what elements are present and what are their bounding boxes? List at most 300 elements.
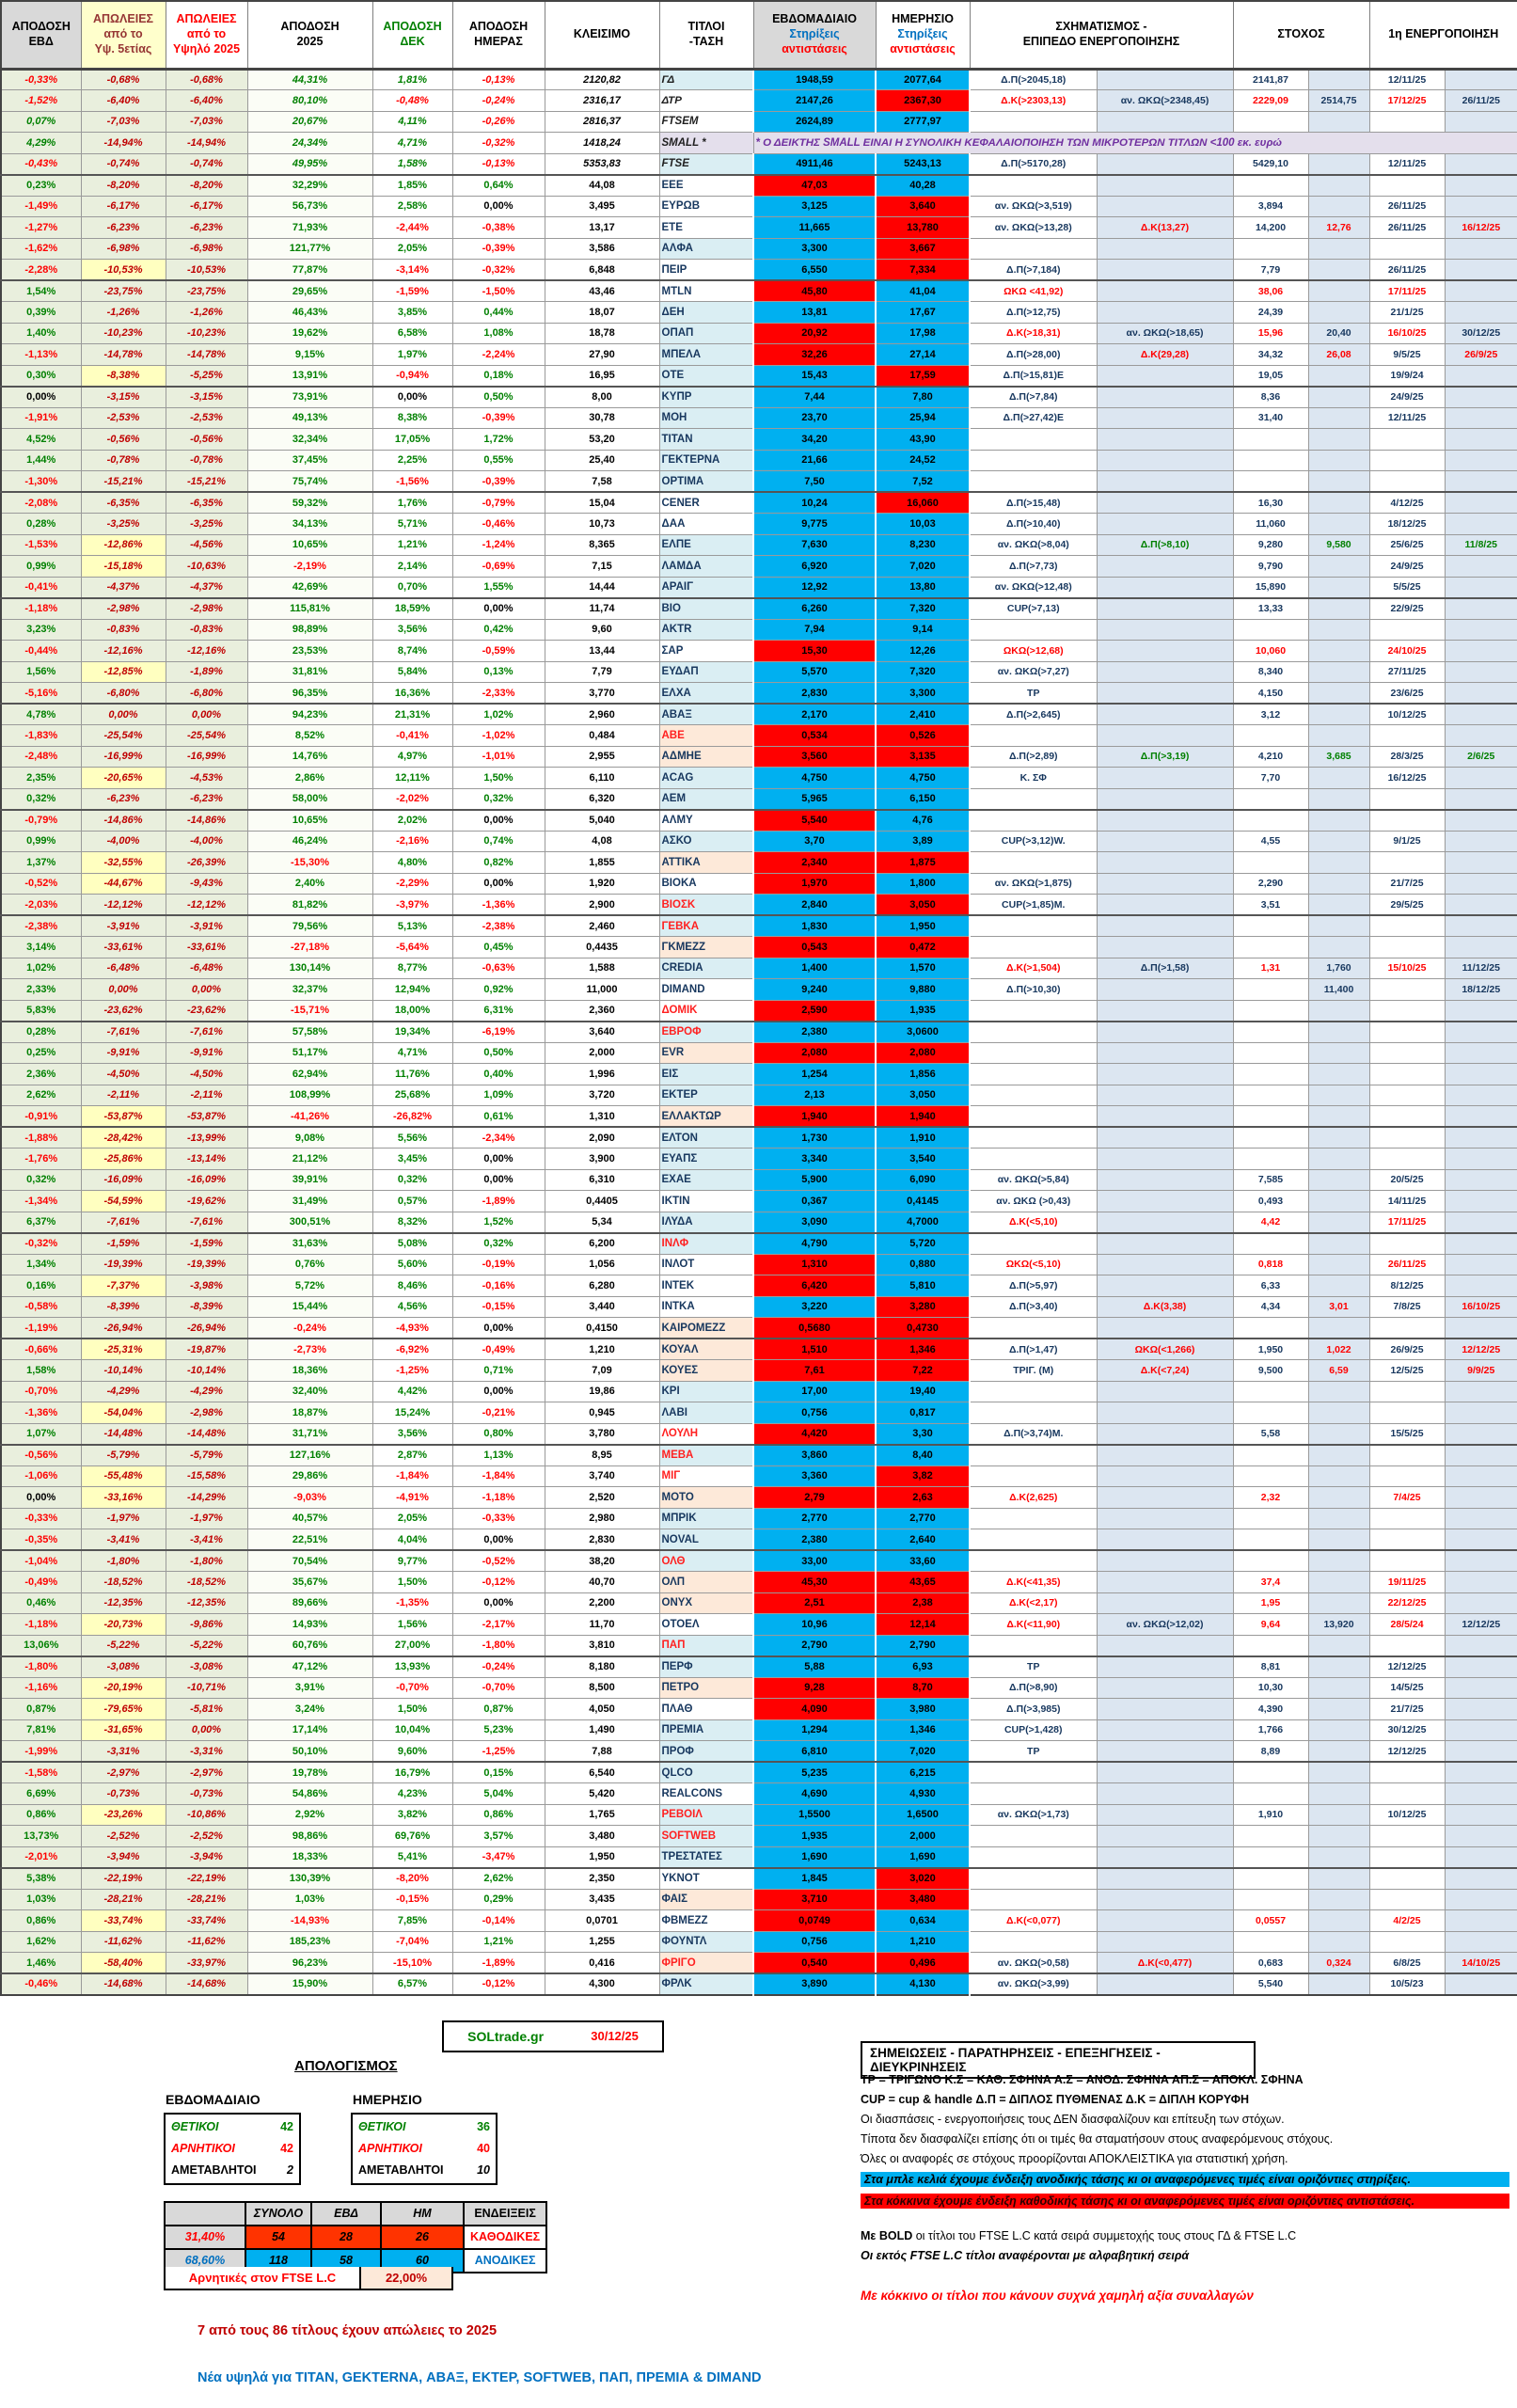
cell-return-dec[interactable]: 1,50% [372,1699,452,1720]
cell-return-day[interactable]: 0,71% [452,1360,545,1382]
cell-target-1[interactable]: 7,79 [1233,260,1308,281]
cell-daily-level[interactable]: 16,060 [876,492,970,514]
cell-daily-level[interactable]: 6,215 [876,1762,970,1783]
cell-target-1[interactable]: 0,818 [1233,1254,1308,1275]
cell-weekly-level[interactable]: 6,550 [753,260,876,281]
cell-loss-5y[interactable]: -0,74% [81,153,166,175]
cell-activation-2[interactable] [1445,1656,1517,1678]
cell-target-2[interactable] [1308,661,1369,683]
cell-weekly-level[interactable]: 32,26 [753,344,876,366]
cell-loss-2025[interactable]: -6,40% [166,90,247,112]
cell-daily-level[interactable]: 0,496 [876,1953,970,1974]
cell-loss-2025[interactable]: -0,56% [166,429,247,451]
cell-activation-1[interactable] [1369,1106,1445,1128]
cell-target-2[interactable] [1308,895,1369,916]
cell-close[interactable]: 3,740 [545,1465,659,1487]
cell-target-2[interactable]: 3,01 [1308,1296,1369,1318]
cell-loss-5y[interactable]: -3,91% [81,915,166,937]
ticker-label[interactable]: ΤΡΕΣΤΑΤΕΣ [661,1851,722,1862]
cell-target-2[interactable]: 2514,75 [1308,90,1369,112]
cell-formation-1[interactable]: CUP(>7,13) [970,598,1097,620]
cell-target-1[interactable] [1233,1233,1308,1255]
cell-activation-2[interactable] [1445,1275,1517,1297]
cell-close[interactable]: 6,848 [545,260,659,281]
ticker-label[interactable]: ΙΝΤΕΚ [661,1279,694,1291]
cell-formation-1[interactable]: αν. ΩΚΩ(>3,99) [970,1973,1097,1995]
cell-activation-1[interactable]: 22/9/25 [1369,598,1445,620]
cell-return-2025[interactable]: 71,93% [247,217,372,239]
cell-close[interactable]: 2316,17 [545,90,659,112]
cell-close[interactable]: 53,20 [545,429,659,451]
cell-return-2025[interactable]: 1,03% [247,1889,372,1910]
cell-loss-5y[interactable]: -33,61% [81,937,166,958]
ticker-label[interactable]: AKTR [661,624,692,636]
cell-loss-2025[interactable]: -10,63% [166,556,247,578]
cell-loss-5y[interactable]: -14,68% [81,1973,166,1995]
cell-weekly-return[interactable]: -0,32% [1,1233,81,1255]
cell-activation-1[interactable] [1369,810,1445,832]
cell-return-day[interactable]: -0,32% [452,133,545,154]
cell-return-day[interactable]: -1,18% [452,1487,545,1509]
cell-target-2[interactable] [1308,1868,1369,1890]
cell-weekly-return[interactable]: -1,99% [1,1741,81,1763]
cell-formation-1[interactable] [970,450,1097,471]
cell-loss-5y[interactable]: -1,26% [81,302,166,324]
cell-close[interactable]: 3,640 [545,1022,659,1043]
cell-weekly-level[interactable]: 3,090 [753,1212,876,1233]
ticker-label[interactable]: ΓΕΒΚΑ [661,920,699,932]
cell-activation-2[interactable] [1445,1846,1517,1868]
cell-return-2025[interactable]: 31,49% [247,1191,372,1212]
cell-formation-1[interactable] [970,1529,1097,1551]
cell-daily-level[interactable]: 7,334 [876,260,970,281]
cell-activation-1[interactable] [1369,852,1445,874]
ticker-label[interactable]: ΕΧΑΕ [661,1174,691,1186]
cell-close[interactable]: 2,955 [545,746,659,768]
ticker-label[interactable]: ΚΑΙΡΟΜΕΖΖ [661,1322,726,1334]
cell-activation-2[interactable]: 16/10/25 [1445,1296,1517,1318]
cell-loss-5y[interactable]: -14,48% [81,1423,166,1445]
cell-loss-2025[interactable]: -16,99% [166,746,247,768]
cell-return-2025[interactable]: 14,76% [247,746,372,768]
cell-formation-1[interactable]: αν. ΩΚΩ(>1,73) [970,1804,1097,1826]
cell-activation-2[interactable] [1445,1042,1517,1064]
cell-weekly-return[interactable]: -1,76% [1,1149,81,1170]
cell-loss-2025[interactable]: -28,21% [166,1889,247,1910]
cell-formation-2[interactable] [1097,1233,1233,1255]
cell-activation-2[interactable]: 11/12/25 [1445,958,1517,979]
cell-daily-level[interactable]: 7,80 [876,387,970,408]
cell-return-dec[interactable]: -3,14% [372,260,452,281]
ticker-label[interactable]: ΚΡΙ [661,1386,680,1398]
cell-target-1[interactable]: 1,910 [1233,1804,1308,1826]
cell-activation-2[interactable] [1445,1169,1517,1191]
cell-return-day[interactable]: -0,39% [452,407,545,429]
cell-target-2[interactable] [1308,492,1369,514]
cell-loss-2025[interactable]: -3,15% [166,387,247,408]
cell-formation-1[interactable] [970,852,1097,874]
cell-daily-level[interactable]: 25,94 [876,407,970,429]
cell-formation-2[interactable] [1097,788,1233,810]
cell-daily-level[interactable]: 7,020 [876,556,970,578]
cell-daily-level[interactable]: 3,82 [876,1465,970,1487]
cell-return-dec[interactable]: 5,60% [372,1254,452,1275]
cell-activation-1[interactable] [1369,238,1445,260]
cell-formation-1[interactable]: αν. ΩΚΩ(>12,48) [970,577,1097,598]
cell-weekly-return[interactable]: -1,19% [1,1318,81,1339]
cell-close[interactable]: 2,520 [545,1487,659,1509]
cell-return-day[interactable]: 1,52% [452,1212,545,1233]
cell-weekly-return[interactable]: -0,33% [1,1508,81,1529]
cell-return-day[interactable]: -0,14% [452,1910,545,1932]
ticker-label[interactable]: ACAG [661,771,694,784]
cell-activation-1[interactable]: 26/9/25 [1369,1339,1445,1360]
cell-return-2025[interactable]: 49,95% [247,153,372,175]
cell-return-2025[interactable]: 9,15% [247,344,372,366]
cell-close[interactable]: 8,500 [545,1677,659,1699]
cell-return-2025[interactable]: 80,10% [247,90,372,112]
cell-return-day[interactable]: 0,29% [452,1889,545,1910]
cell-loss-2025[interactable]: -8,39% [166,1296,247,1318]
cell-formation-1[interactable]: αν. ΩΚΩ(>7,27) [970,661,1097,683]
cell-formation-1[interactable]: CUP(>3,12)W. [970,831,1097,852]
cell-loss-2025[interactable]: -8,20% [166,175,247,197]
cell-weekly-return[interactable]: 1,58% [1,1360,81,1382]
cell-formation-2[interactable]: Δ.Κ(<7,24) [1097,1360,1233,1382]
cell-target-2[interactable] [1308,1826,1369,1847]
cell-activation-1[interactable]: 17/12/25 [1369,90,1445,112]
cell-close[interactable]: 1,855 [545,852,659,874]
cell-formation-1[interactable]: Δ.Π(>7,73) [970,556,1097,578]
cell-loss-5y[interactable]: -33,74% [81,1910,166,1932]
cell-target-2[interactable]: 11,400 [1308,979,1369,1001]
cell-return-dec[interactable]: 4,42% [372,1381,452,1402]
cell-target-1[interactable] [1233,1529,1308,1551]
cell-weekly-return[interactable]: 13,06% [1,1635,81,1656]
cell-activation-2[interactable] [1445,1508,1517,1529]
cell-loss-2025[interactable]: -4,50% [166,1064,247,1085]
ticker-label[interactable]: ΑΤΤΙΚΑ [661,856,701,868]
cell-formation-2[interactable] [1097,937,1233,958]
cell-loss-2025[interactable]: -6,80% [166,683,247,705]
cell-loss-2025[interactable]: -3,98% [166,1275,247,1297]
cell-target-2[interactable] [1308,1402,1369,1424]
cell-return-dec[interactable]: -1,56% [372,471,452,493]
cell-loss-2025[interactable]: -9,86% [166,1614,247,1636]
cell-activation-2[interactable] [1445,387,1517,408]
cell-target-1[interactable] [1233,1762,1308,1783]
cell-return-dec[interactable]: 69,76% [372,1826,452,1847]
cell-loss-5y[interactable]: -28,21% [81,1889,166,1910]
cell-weekly-return[interactable]: 1,34% [1,1254,81,1275]
cell-weekly-return[interactable]: 1,46% [1,1953,81,1974]
cell-loss-2025[interactable]: -22,19% [166,1868,247,1890]
cell-close[interactable]: 3,495 [545,196,659,217]
cell-activation-1[interactable]: 20/5/25 [1369,1169,1445,1191]
cell-target-2[interactable] [1308,365,1369,387]
cell-activation-1[interactable]: 30/12/25 [1369,1719,1445,1741]
cell-close[interactable]: 3,780 [545,1423,659,1445]
cell-activation-2[interactable]: 16/12/25 [1445,217,1517,239]
cell-return-2025[interactable]: 47,12% [247,1656,372,1678]
cell-loss-5y[interactable]: -55,48% [81,1465,166,1487]
cell-activation-2[interactable] [1445,873,1517,895]
cell-loss-2025[interactable]: -25,54% [166,725,247,747]
cell-close[interactable]: 1,255 [545,1931,659,1953]
cell-target-1[interactable]: 15,890 [1233,577,1308,598]
cell-daily-level[interactable]: 1,950 [876,915,970,937]
cell-target-2[interactable] [1308,1318,1369,1339]
cell-return-day[interactable]: -1,24% [452,534,545,556]
cell-return-dec[interactable]: 21,31% [372,704,452,725]
cell-loss-5y[interactable]: -12,12% [81,895,166,916]
cell-loss-2025[interactable]: -4,37% [166,577,247,598]
cell-activation-2[interactable]: 30/12/25 [1445,323,1517,344]
cell-weekly-level[interactable]: 10,24 [753,492,876,514]
cell-activation-1[interactable]: 24/10/25 [1369,641,1445,662]
cell-loss-5y[interactable]: -2,11% [81,1085,166,1106]
cell-formation-2[interactable] [1097,1042,1233,1064]
cell-weekly-level[interactable]: 3,360 [753,1465,876,1487]
cell-formation-2[interactable] [1097,810,1233,832]
cell-weekly-level[interactable]: 5,965 [753,788,876,810]
cell-loss-5y[interactable]: -16,09% [81,1169,166,1191]
cell-formation-1[interactable]: αν. ΩΚΩ(>1,875) [970,873,1097,895]
cell-return-2025[interactable]: 46,24% [247,831,372,852]
cell-return-2025[interactable]: -41,26% [247,1106,372,1128]
cell-loss-2025[interactable]: 0,00% [166,979,247,1001]
cell-formation-2[interactable] [1097,387,1233,408]
cell-return-day[interactable]: 0,74% [452,831,545,852]
cell-daily-level[interactable]: 1,940 [876,1106,970,1128]
cell-return-day[interactable]: 0,00% [452,873,545,895]
cell-activation-1[interactable] [1369,450,1445,471]
cell-daily-level[interactable]: 12,26 [876,641,970,662]
cell-daily-level[interactable]: 1,570 [876,958,970,979]
cell-formation-2[interactable] [1097,1423,1233,1445]
cell-return-dec[interactable]: 2,58% [372,196,452,217]
cell-return-day[interactable]: -0,12% [452,1973,545,1995]
cell-close[interactable]: 2,350 [545,1868,659,1890]
cell-close[interactable]: 4,08 [545,831,659,852]
cell-loss-5y[interactable]: -5,79% [81,1445,166,1466]
cell-weekly-level[interactable]: 1,730 [753,1127,876,1149]
cell-return-2025[interactable]: 62,94% [247,1064,372,1085]
cell-target-1[interactable]: 2,290 [1233,873,1308,895]
cell-close[interactable]: 5,420 [545,1783,659,1805]
cell-daily-level[interactable]: 4,76 [876,810,970,832]
cell-target-1[interactable] [1233,1635,1308,1656]
cell-activation-2[interactable] [1445,1804,1517,1826]
cell-weekly-return[interactable]: 0,30% [1,365,81,387]
cell-loss-5y[interactable]: -23,62% [81,1000,166,1022]
cell-return-dec[interactable]: 9,60% [372,1741,452,1763]
cell-activation-2[interactable] [1445,1677,1517,1699]
cell-formation-1[interactable]: Δ.Π(>3,40) [970,1296,1097,1318]
cell-weekly-return[interactable]: 7,81% [1,1719,81,1741]
cell-formation-2[interactable] [1097,873,1233,895]
cell-return-day[interactable]: -0,24% [452,90,545,112]
cell-target-1[interactable] [1233,1889,1308,1910]
cell-return-2025[interactable]: 98,86% [247,1826,372,1847]
cell-return-day[interactable]: -0,13% [452,69,545,90]
cell-daily-level[interactable]: 0,634 [876,1910,970,1932]
cell-activation-1[interactable] [1369,1381,1445,1402]
cell-return-day[interactable]: 0,50% [452,387,545,408]
cell-close[interactable]: 2,960 [545,704,659,725]
cell-weekly-return[interactable]: 2,62% [1,1085,81,1106]
cell-weekly-return[interactable]: 1,54% [1,280,81,302]
ticker-label[interactable]: ΔΑΑ [661,517,686,530]
cell-activation-2[interactable] [1445,196,1517,217]
cell-daily-level[interactable]: 3,30 [876,1423,970,1445]
cell-return-dec[interactable]: 5,71% [372,514,452,535]
cell-formation-2[interactable] [1097,619,1233,641]
cell-target-1[interactable] [1233,1846,1308,1868]
cell-return-2025[interactable]: 5,72% [247,1275,372,1297]
cell-weekly-return[interactable]: 0,99% [1,556,81,578]
cell-return-2025[interactable]: 17,14% [247,1719,372,1741]
ticker-label[interactable]: ΑΛΦΑ [661,243,693,255]
cell-return-dec[interactable]: 1,85% [372,175,452,197]
cell-formation-1[interactable] [970,1000,1097,1022]
cell-return-dec[interactable]: 9,77% [372,1550,452,1572]
cell-weekly-level[interactable]: 2,790 [753,1635,876,1656]
cell-return-2025[interactable]: 19,62% [247,323,372,344]
cell-return-day[interactable]: -1,36% [452,895,545,916]
cell-weekly-level[interactable]: 3,125 [753,196,876,217]
cell-activation-2[interactable] [1445,1699,1517,1720]
cell-loss-5y[interactable]: -23,26% [81,1804,166,1826]
cell-return-2025[interactable]: 57,58% [247,1022,372,1043]
cell-activation-2[interactable] [1445,1741,1517,1763]
cell-formation-1[interactable] [970,1106,1097,1128]
ticker-label[interactable]: ΠΡΟΦ [661,1745,694,1757]
cell-return-2025[interactable]: 21,12% [247,1149,372,1170]
cell-formation-1[interactable]: ΩΚΩ <41,92) [970,280,1097,302]
cell-close[interactable]: 2,000 [545,1042,659,1064]
cell-return-2025[interactable]: 23,53% [247,641,372,662]
cell-activation-1[interactable]: 26/11/25 [1369,260,1445,281]
cell-target-1[interactable]: 37,4 [1233,1572,1308,1593]
cell-weekly-return[interactable]: 2,33% [1,979,81,1001]
cell-weekly-level[interactable]: 10,96 [753,1614,876,1636]
cell-formation-2[interactable]: Δ.Π(>3,19) [1097,746,1233,768]
cell-return-day[interactable]: -0,32% [452,260,545,281]
cell-activation-2[interactable] [1445,1445,1517,1466]
cell-activation-2[interactable] [1445,1889,1517,1910]
cell-weekly-return[interactable]: 5,83% [1,1000,81,1022]
cell-target-2[interactable] [1308,831,1369,852]
cell-activation-1[interactable] [1369,1465,1445,1487]
cell-formation-2[interactable]: Δ.Κ(29,28) [1097,344,1233,366]
cell-loss-2025[interactable]: -10,71% [166,1677,247,1699]
cell-daily-level[interactable]: 8,70 [876,1677,970,1699]
cell-return-dec[interactable]: 5,13% [372,915,452,937]
cell-daily-level[interactable]: 3,540 [876,1149,970,1170]
cell-return-2025[interactable]: -0,24% [247,1318,372,1339]
cell-return-day[interactable]: 1,21% [452,1931,545,1953]
cell-daily-level[interactable]: 4,7000 [876,1212,970,1233]
cell-target-1[interactable]: 15,96 [1233,323,1308,344]
cell-loss-5y[interactable]: -15,21% [81,471,166,493]
cell-formation-2[interactable] [1097,577,1233,598]
cell-formation-1[interactable] [970,1064,1097,1085]
cell-daily-level[interactable]: 4,930 [876,1783,970,1805]
cell-weekly-level[interactable]: 23,70 [753,407,876,429]
cell-target-2[interactable] [1308,238,1369,260]
cell-loss-2025[interactable]: -6,23% [166,788,247,810]
cell-activation-2[interactable] [1445,915,1517,937]
cell-loss-5y[interactable]: -33,16% [81,1487,166,1509]
cell-loss-5y[interactable]: -22,19% [81,1868,166,1890]
cell-return-day[interactable]: 1,55% [452,577,545,598]
col-header-first-activation[interactable]: 1η ΕΝΕΡΓΟΠΟΙΗΣΗ [1369,1,1517,69]
cell-formation-2[interactable] [1097,196,1233,217]
cell-return-2025[interactable]: 32,29% [247,175,372,197]
cell-loss-5y[interactable]: -3,08% [81,1656,166,1678]
ticker-label[interactable]: ΠΑΠ [661,1640,686,1651]
cell-formation-1[interactable]: ΤΡΙΓ. (Μ) [970,1360,1097,1382]
cell-return-dec[interactable]: 4,71% [372,133,452,154]
cell-weekly-return[interactable]: -1,13% [1,344,81,366]
cell-target-2[interactable] [1308,598,1369,620]
cell-formation-2[interactable] [1097,979,1233,1001]
cell-loss-2025[interactable]: -14,94% [166,133,247,154]
cell-daily-level[interactable]: 4,750 [876,768,970,789]
cell-daily-level[interactable]: 1,875 [876,852,970,874]
cell-target-2[interactable] [1308,1254,1369,1275]
cell-return-dec[interactable]: 2,05% [372,1508,452,1529]
cell-close[interactable]: 0,4435 [545,937,659,958]
cell-loss-5y[interactable]: -12,86% [81,534,166,556]
col-header-return-day[interactable]: ΑΠΟΔΟΣΗ ΗΜΕΡΑΣ [452,1,545,69]
cell-activation-2[interactable] [1445,1423,1517,1445]
cell-target-2[interactable] [1308,1656,1369,1678]
cell-formation-1[interactable] [970,1465,1097,1487]
cell-activation-2[interactable] [1445,1826,1517,1847]
cell-return-dec[interactable]: -1,35% [372,1592,452,1614]
cell-return-day[interactable]: 0,45% [452,937,545,958]
cell-activation-1[interactable]: 26/11/25 [1369,217,1445,239]
ticker-label[interactable]: CENER [661,497,700,509]
cell-activation-1[interactable]: 7/4/25 [1369,1487,1445,1509]
cell-return-dec[interactable]: 4,04% [372,1529,452,1551]
cell-daily-level[interactable]: 2777,97 [876,111,970,133]
col-header-return-2025[interactable]: ΑΠΟΔΟΣΗ 2025 [247,1,372,69]
cell-weekly-return[interactable]: -0,52% [1,873,81,895]
cell-return-2025[interactable]: 24,34% [247,133,372,154]
cell-return-dec[interactable]: 1,50% [372,1572,452,1593]
cell-return-dec[interactable]: 12,94% [372,979,452,1001]
cell-return-2025[interactable]: 8,52% [247,725,372,747]
cell-formation-1[interactable] [970,915,1097,937]
cell-target-2[interactable] [1308,514,1369,535]
cell-formation-2[interactable] [1097,1529,1233,1551]
cell-loss-5y[interactable]: -6,23% [81,217,166,239]
cell-formation-1[interactable] [970,1233,1097,1255]
cell-return-day[interactable]: 1,09% [452,1085,545,1106]
cell-return-day[interactable]: -1,50% [452,280,545,302]
cell-close[interactable]: 6,320 [545,788,659,810]
cell-activation-1[interactable] [1369,111,1445,133]
cell-formation-2[interactable] [1097,1550,1233,1572]
cell-loss-5y[interactable]: -8,20% [81,175,166,197]
cell-loss-5y[interactable]: -7,61% [81,1022,166,1043]
cell-return-dec[interactable]: 1,21% [372,534,452,556]
cell-daily-level[interactable]: 43,90 [876,429,970,451]
cell-target-2[interactable]: 12,76 [1308,217,1369,239]
